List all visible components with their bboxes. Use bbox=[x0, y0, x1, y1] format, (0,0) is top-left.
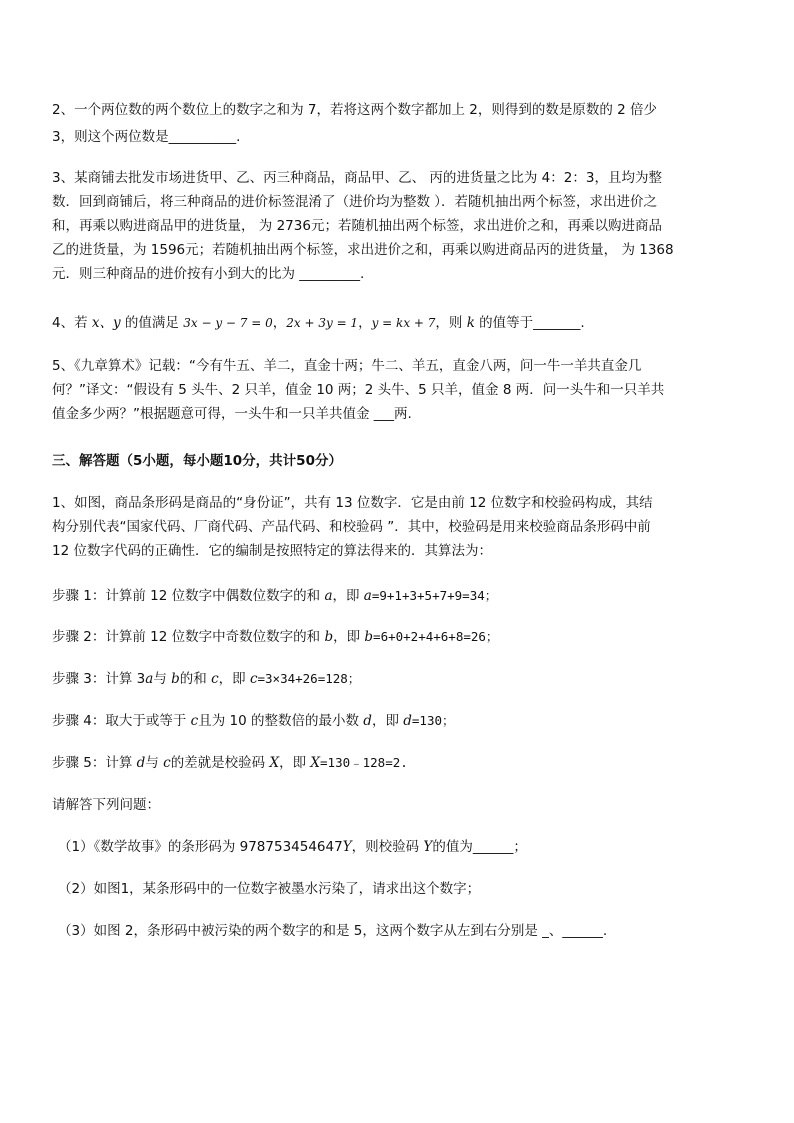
separator: ， bbox=[272, 315, 287, 331]
step-3 bbox=[52, 669, 752, 689]
equation-2: 2x + 3y = 1 bbox=[286, 316, 359, 330]
variable: Y bbox=[423, 839, 433, 855]
step-text: 与 bbox=[145, 755, 164, 771]
sub-question-text: （1）《数学故事》的条形码为 978753454647 bbox=[58, 839, 343, 855]
problem-1-line-2: 构分别代表“国家代码、厂商代码、产品代码、和校验码 ”．其中，校验码是用来校验商品条形码中前 bbox=[52, 519, 651, 535]
variable: b bbox=[171, 671, 180, 687]
variable: d bbox=[403, 713, 412, 729]
equation-1: 3x − y − 7 = 0 bbox=[183, 316, 273, 330]
question-3-line-2: 数．回到商铺后，将三种商品的进价标签混淆了（进价均为整数 ）．若随机抽出两个标签，求出进价之 bbox=[52, 194, 658, 210]
step-text: 且为 10 的整数倍的最小数 bbox=[198, 713, 364, 729]
variable: d bbox=[363, 713, 372, 729]
section-3 bbox=[52, 451, 752, 471]
problem-1-intro bbox=[52, 493, 752, 561]
variable: c bbox=[211, 671, 219, 687]
question-2-line-2: 3，则这个两位数是__________. bbox=[52, 129, 241, 145]
question-4-line bbox=[52, 313, 752, 333]
variable: X bbox=[310, 755, 321, 771]
problem-1-line-1: 1、如图，商品条形码是商品的“身份证”，共有 13 位数字．它是由前 12 位数字和校验码构成，其结 bbox=[52, 495, 653, 511]
step-text: ，即 bbox=[218, 671, 250, 687]
question-2-line-1: 2、一个两位数的两个数位上的数字之和为 7，若将这两个数字都加上 2，则得到的数是原数的 2 倍少 bbox=[52, 102, 658, 118]
sub-question-text: 的值为______； bbox=[432, 839, 527, 855]
sub-question-3 bbox=[58, 921, 758, 941]
question-3-line-1: 3、某商铺去批发市场进货甲、乙、丙三种商品，商品甲、乙、 丙的进货量之比为 4：2：3，且均为整 bbox=[52, 170, 662, 186]
step-4 bbox=[52, 711, 752, 731]
question-3-line-3: 和，再乘以购进商品甲的进货量， 为 2736元；若随机抽出两个标签，求出进价之和，再乘以购进商品 bbox=[52, 218, 662, 234]
question-5 bbox=[52, 356, 752, 424]
step-5 bbox=[52, 753, 752, 773]
step-text: ，即 bbox=[279, 755, 311, 771]
step-text: ，即 bbox=[333, 629, 365, 645]
step-text: 步骤 5：计算 bbox=[52, 755, 137, 771]
variable-k: k bbox=[466, 315, 475, 331]
step-text: 步骤 3：计算 3 bbox=[52, 671, 146, 687]
step-text: 步骤 2：计算前 12 位数字中奇数位数字的和 bbox=[52, 629, 325, 645]
sub-question-2 bbox=[58, 879, 758, 899]
sub-question-text: ，则校验码 bbox=[351, 839, 424, 855]
step-text: 步骤 1：计算前 12 位数字中偶数位数字的和 bbox=[52, 588, 325, 604]
question-5-line-1: 5、《九章算术》记载：“今有牛五、羊二，直金十两；牛二、羊五，直金八两，问一牛一羊共直金几 bbox=[52, 358, 642, 374]
variable: c bbox=[190, 713, 199, 729]
question-3-line-5: 元．则三种商品的进价按有小到大的比为 _________. bbox=[52, 266, 365, 282]
sub-question-text: （3）如图 2，条形码中被污染的两个数字的和是 5，这两个数字从左到右分别是 _、______. bbox=[58, 923, 608, 939]
variable: c bbox=[163, 755, 171, 771]
question-4-prefix: 4、若 bbox=[52, 315, 92, 331]
step-equation: =9+1+3+5+7+9=34； bbox=[371, 588, 498, 603]
variable: b bbox=[324, 629, 334, 645]
step-text: 与 bbox=[153, 671, 172, 687]
question-5-line-3: 值金多少两？”根据题意可得，一头牛和一只羊共值金 ___两. bbox=[52, 406, 412, 422]
section-heading: 三、解答题（5小题，每小题10分，共计50分） bbox=[52, 453, 342, 469]
question-3-line-4: 乙的进货量，为 1596元；若随机抽出两个标签，求出进价之和，再乘以购进商品丙的进货量， 为 1368 bbox=[52, 242, 674, 258]
prompt-text: 请解答下列问题： bbox=[52, 797, 160, 813]
step-equation: =130﹣128=2. bbox=[320, 755, 408, 770]
variable: d bbox=[136, 755, 146, 771]
question-4-vars: x、y bbox=[91, 315, 121, 331]
question-4-suffix: 的值等于_______. bbox=[474, 315, 585, 331]
step-text: 的差就是校验码 bbox=[170, 755, 270, 771]
step-equation: =6+0+2+4+6+8=26； bbox=[373, 629, 499, 644]
variable: a bbox=[145, 671, 154, 687]
problem-1-line-3: 12 位数字代码的正确性．它的编制是按照特定的算法得来的．其算法为： bbox=[52, 543, 492, 559]
question-4-mid: 的值满足 bbox=[120, 315, 184, 331]
step-1 bbox=[52, 586, 752, 606]
question-5-line-2: 何？”译文：“假设有 5 头牛、2 只羊，值金 10 两；2 头牛、5 只羊，值金 8 两．问一头牛和一只羊共 bbox=[52, 382, 665, 398]
answer-prompt bbox=[52, 795, 752, 815]
question-3 bbox=[52, 168, 752, 284]
variable: b bbox=[364, 629, 374, 645]
step-2 bbox=[52, 627, 752, 647]
variable: a bbox=[324, 588, 333, 604]
variable: c bbox=[249, 671, 258, 687]
step-equation: =130； bbox=[411, 713, 455, 728]
question-4-mid-2: ，则 bbox=[435, 315, 467, 331]
step-equation: =3×34+26=128； bbox=[257, 671, 361, 686]
separator: ， bbox=[358, 315, 372, 331]
step-text: ，即 bbox=[371, 713, 404, 729]
step-text: ，即 bbox=[332, 588, 364, 604]
variable: a bbox=[363, 588, 372, 604]
sub-question-1 bbox=[58, 837, 758, 857]
step-text: 的和 bbox=[179, 671, 212, 687]
variable: X bbox=[269, 755, 280, 771]
question-4 bbox=[52, 313, 752, 333]
equation-3: y = kx + 7 bbox=[371, 316, 436, 330]
question-2 bbox=[52, 100, 752, 147]
variable: Y bbox=[342, 839, 352, 855]
sub-question-text: （2）如图1，某条形码中的一位数字被墨水污染了，请求出这个数字； bbox=[58, 881, 481, 897]
step-text: 步骤 4：取大于或等于 bbox=[52, 713, 191, 729]
